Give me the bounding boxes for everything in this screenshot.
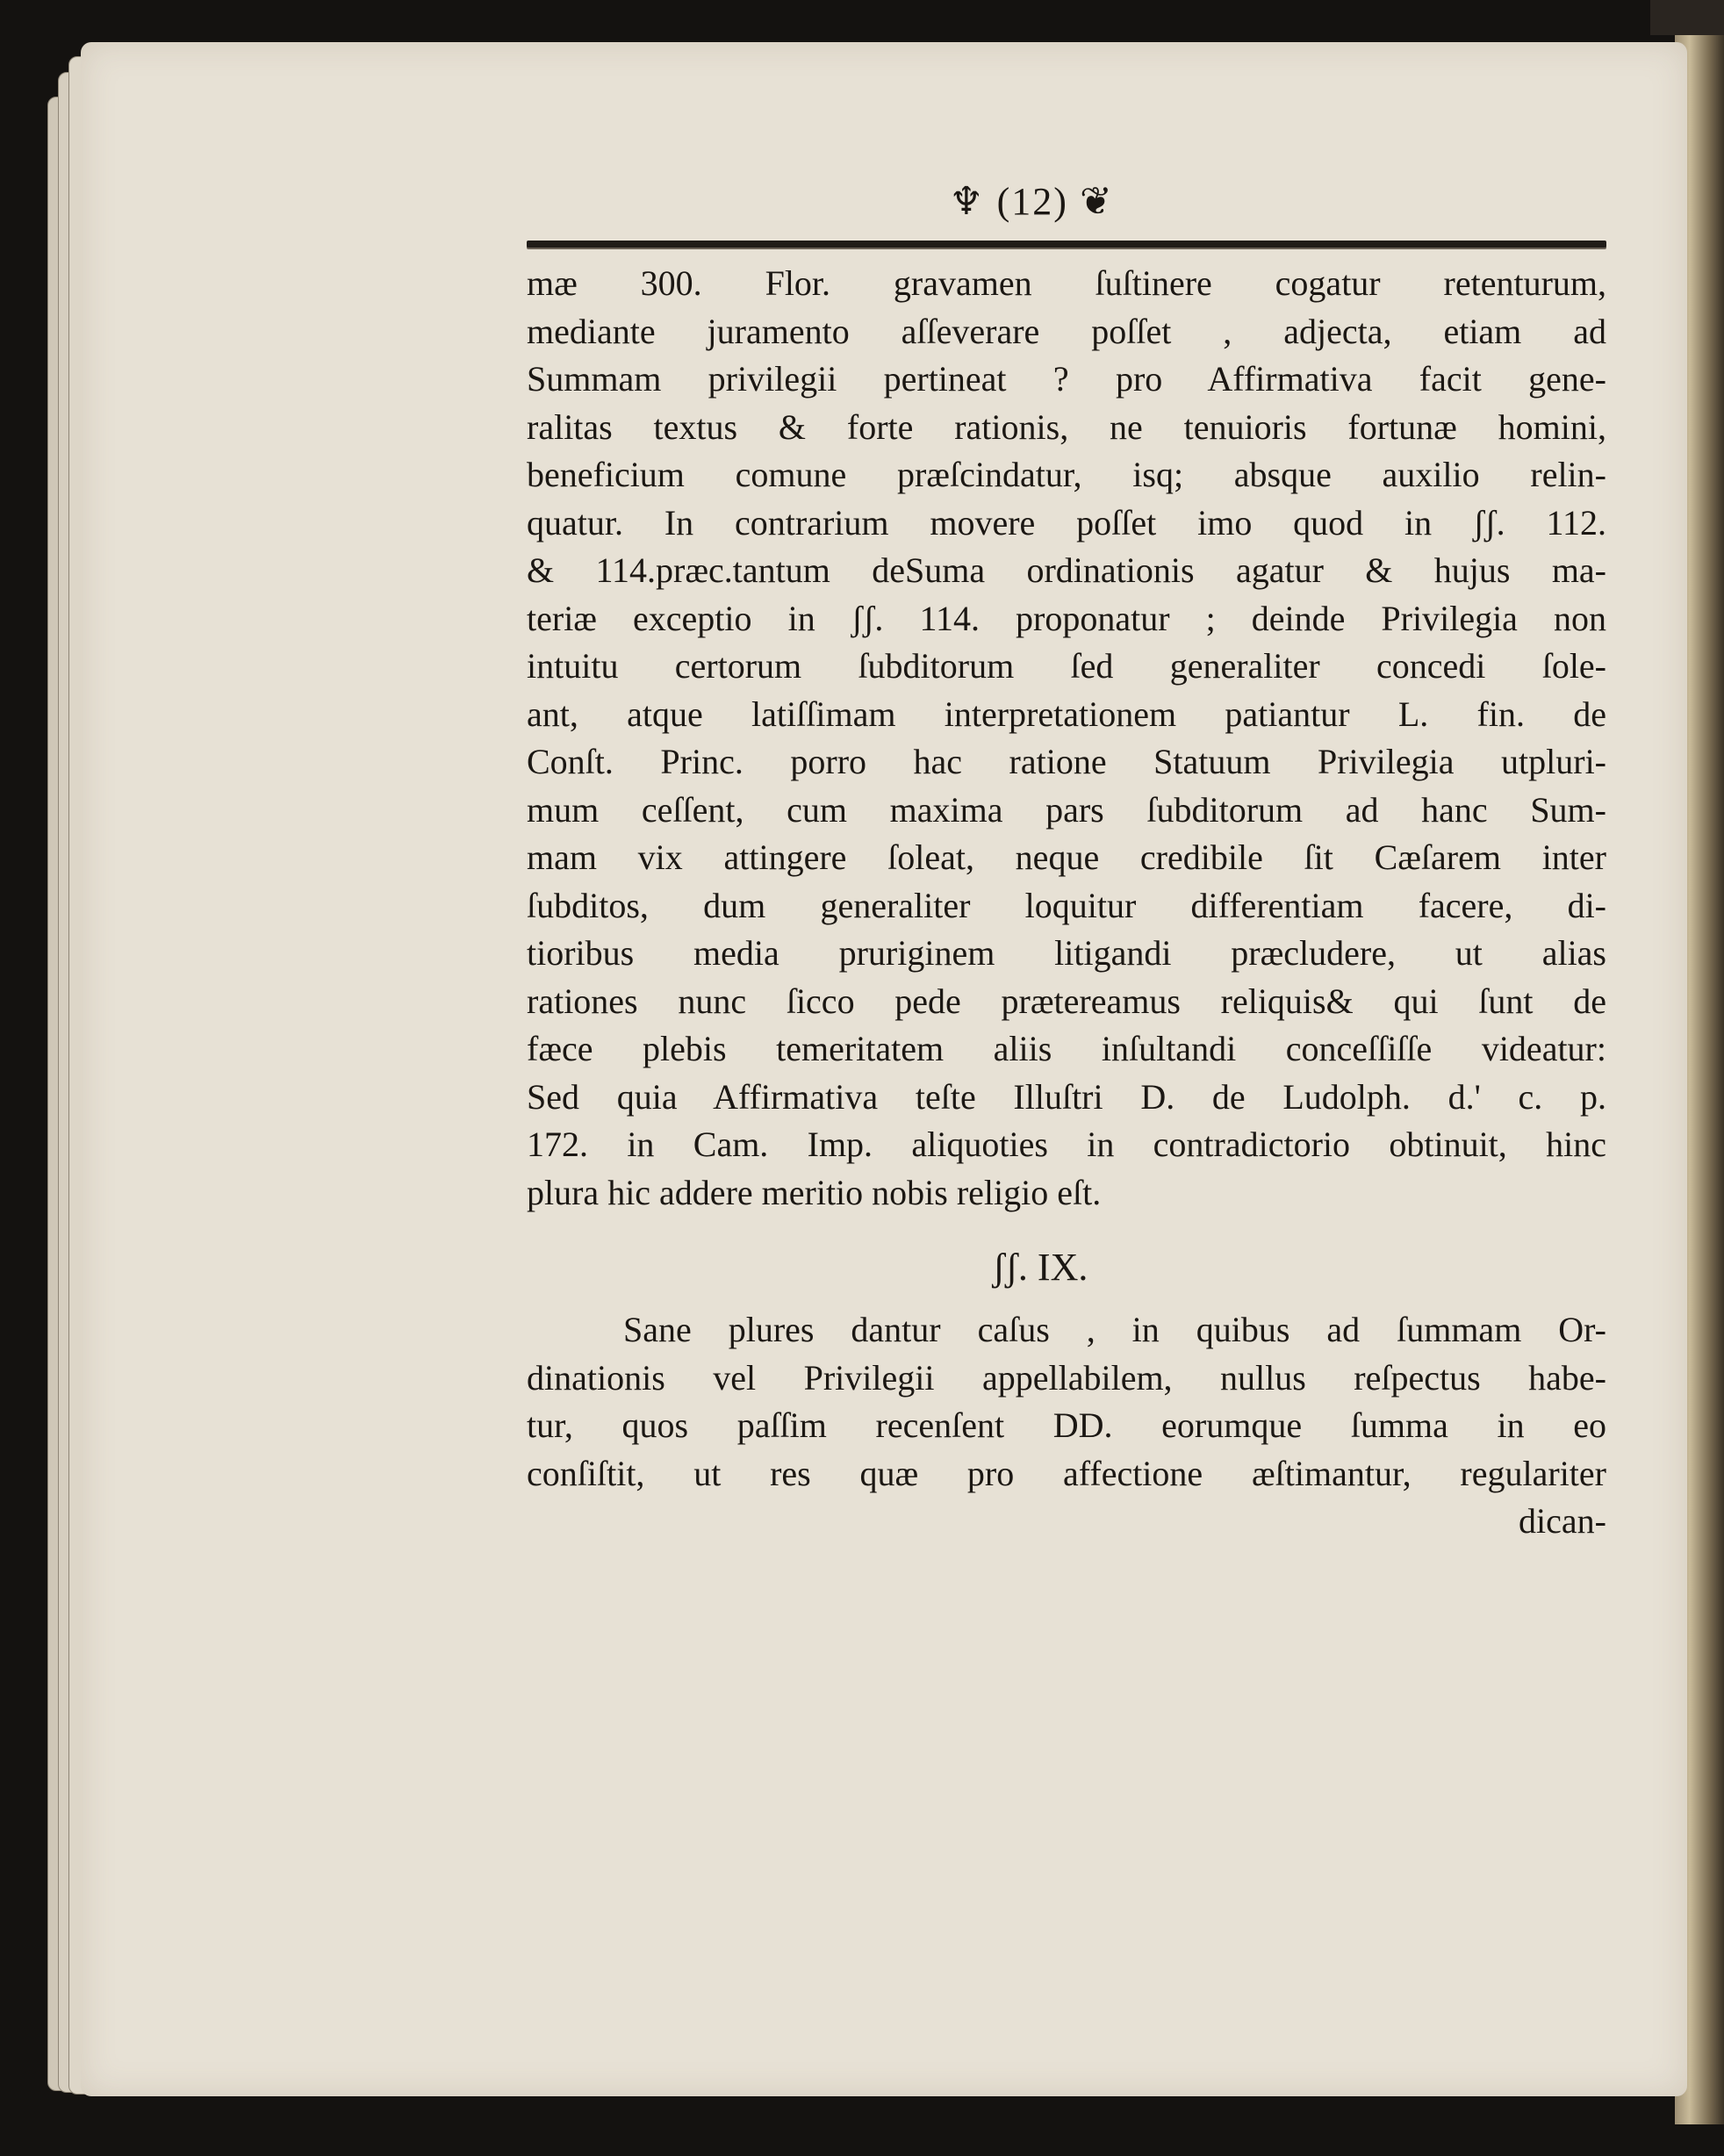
text-line: 172. in Cam. Imp. aliquoties in contradictorio obtinuit, hinc xyxy=(527,1125,1606,1164)
text-line: & 114.præc.tantum deSuma ordinationis agatur & hujus ma- xyxy=(527,550,1606,590)
text-line: plura hic addere meritio nobis religio eſt. xyxy=(527,1172,1102,1212)
text-block xyxy=(527,176,1606,1546)
text-line: tioribus media pruriginem litigandi præcludere, ut alias xyxy=(527,933,1606,973)
text-line: teriæ exceptio in ʃʃ. 114. proponatur ; deinde Privilegia non xyxy=(527,598,1606,638)
text-line: Summam privilegii pertineat ? pro Affirmativa facit gene- xyxy=(527,359,1606,399)
text-line: beneficium comune præſcindatur, isq; absque auxilio relin- xyxy=(527,455,1606,494)
text-line: conſiſtit, ut res quæ pro affectione æſtimantur, regulariter xyxy=(527,1453,1606,1493)
text-line: ſubditos, dum generaliter loquitur differentiam facere, di- xyxy=(527,885,1606,925)
text-line: ant, atque latiſſimam interpretationem patiantur L. fin. de xyxy=(527,694,1606,734)
text-line: mæ 300. Flor. gravamen ſuſtinere cogatur retenturum, xyxy=(527,263,1606,303)
text-line: intuitu certorum ſubditorum ſed generaliter concedi ſole- xyxy=(527,646,1606,686)
text-line: Sane plures dantur caſus , in quibus ad ſummam Or- xyxy=(623,1310,1606,1349)
section-text xyxy=(527,1306,1606,1498)
running-header xyxy=(456,176,1606,228)
text-line: Conſt. Princ. porro hac ratione Statuum Privilegia utpluri- xyxy=(527,742,1606,781)
header-rule xyxy=(527,241,1606,248)
text-line: ralitas textus & forte rationis, ne tenuioris fortunæ homini, xyxy=(527,406,1606,447)
text-line: tur, quos paſſim recenſent DD. eorumque ſumma in eo xyxy=(527,1405,1606,1445)
text-line: fæce plebis temeritatem aliis inſultandi conceſſiſſe videatur: xyxy=(527,1029,1606,1068)
catchword: dican- xyxy=(1519,1501,1606,1541)
text-line: quatur. In contrarium movere poſſet imo quod in ʃʃ. 112. xyxy=(527,502,1606,543)
text-line: Sed quia Affirmativa teſte Illuſtri D. de Ludolph. d.' c. p. xyxy=(527,1076,1606,1117)
section-heading: ʃʃ. IX. xyxy=(992,1246,1088,1289)
text-line: rationes nunc ſicco pede prætereamus reliquis& qui ſunt de xyxy=(527,981,1606,1021)
right-ornament: ❦ xyxy=(1079,180,1114,223)
page-number: (12) xyxy=(996,180,1068,223)
text-line: dinationis vel Privilegii appellabilem, nullus reſpectus habe- xyxy=(527,1357,1606,1398)
text-line: mediante juramento aſſeverare poſſet , adjecta, etiam ad xyxy=(527,311,1606,351)
left-ornament: ♆ xyxy=(949,180,986,223)
body-text xyxy=(527,260,1606,1217)
binding-shadow xyxy=(1650,0,1724,35)
text-line: mum ceſſent, cum maxima pars ſubditorum ad hanc Sum- xyxy=(527,789,1606,830)
text-line: mam vix attingere ſoleat, neque credibile ſit Cæſarem inter xyxy=(527,837,1606,877)
